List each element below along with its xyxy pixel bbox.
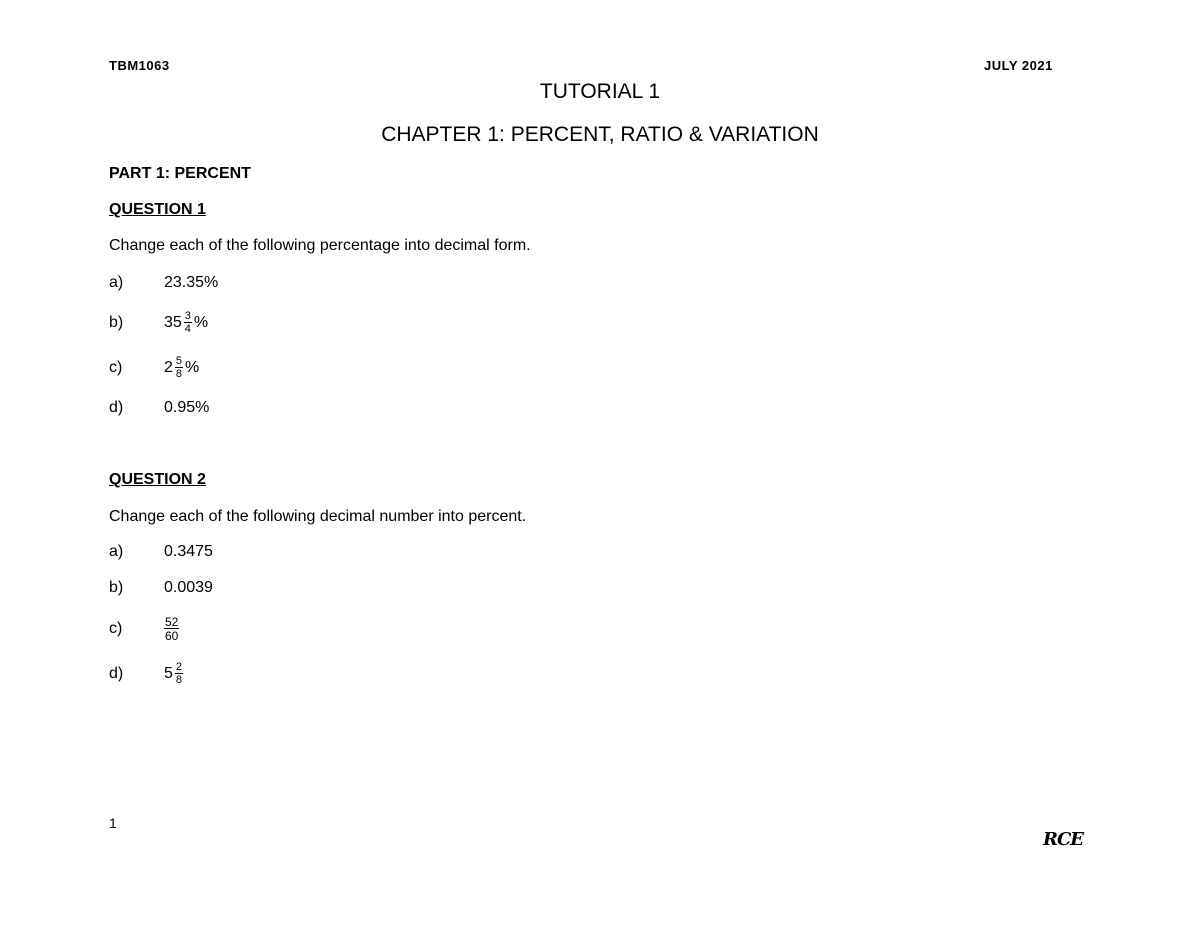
q2-item-a-label: a) — [109, 543, 124, 560]
q2-item-c-denominator: 60 — [165, 629, 179, 643]
question-2-heading: QUESTION 2 — [109, 471, 206, 488]
q1-item-b-denominator: 4 — [184, 323, 191, 335]
q1-item-b-whole: 35 — [164, 314, 182, 331]
question-1-instruction: Change each of the following percentage into decimal form. — [109, 237, 531, 254]
q1-item-c-label: c) — [109, 359, 123, 376]
q2-item-d-numerator: 2 — [175, 661, 183, 673]
q2-item-d-denominator: 8 — [175, 674, 183, 686]
q1-item-b-fraction — [184, 311, 192, 335]
q1-item-c-fraction — [175, 356, 183, 380]
course-code: TBM1063 — [109, 58, 170, 73]
q2-item-c-numerator: 52 — [165, 615, 179, 629]
q1-item-b-label: b) — [109, 314, 124, 331]
q1-item-c-numerator: 5 — [175, 355, 183, 367]
q2-item-d-value — [164, 657, 185, 691]
q1-item-d-value — [164, 399, 209, 417]
q1-item-d-text: 0.95% — [164, 399, 210, 416]
q1-item-c-whole: 2 — [164, 359, 173, 376]
page-number: 1 — [109, 815, 117, 831]
q1-item-b-percent: % — [193, 314, 209, 331]
chapter-title: CHAPTER 1: PERCENT, RATIO & VARIATION — [381, 123, 819, 146]
q2-item-a-text: 0.3475 — [164, 543, 213, 560]
part-heading: PART 1: PERCENT — [109, 165, 251, 182]
question-1-heading: QUESTION 1 — [109, 201, 206, 218]
q1-item-a-label: a) — [109, 274, 124, 291]
q1-item-c-value — [164, 351, 199, 385]
q2-item-c-value — [162, 612, 181, 646]
q1-item-c-denominator: 8 — [175, 368, 183, 380]
document-date: JULY 2021 — [984, 58, 1053, 73]
q1-item-d-label: d) — [109, 399, 124, 416]
q1-item-b-numerator: 3 — [184, 310, 191, 322]
q2-item-b-label: b) — [109, 579, 124, 596]
q1-item-a-value — [164, 274, 218, 292]
q1-item-c-percent: % — [185, 359, 200, 376]
q2-item-b-text: 0.0039 — [164, 579, 213, 596]
q2-item-c-label: c) — [109, 620, 123, 637]
q2-item-d-label: d) — [109, 665, 124, 682]
tutorial-title: TUTORIAL 1 — [539, 80, 661, 103]
q1-item-a-text: 23.35% — [164, 274, 219, 291]
q2-item-c-fraction — [164, 616, 179, 642]
q2-item-d-fraction — [175, 662, 183, 686]
q1-item-b-value — [164, 306, 208, 340]
q2-item-d-whole: 5 — [164, 665, 173, 682]
q2-item-a-value — [164, 543, 213, 561]
signature-mark: RCE — [1043, 829, 1084, 850]
question-2-instruction: Change each of the following decimal number into percent. — [109, 508, 527, 525]
q2-item-b-value — [164, 579, 213, 597]
